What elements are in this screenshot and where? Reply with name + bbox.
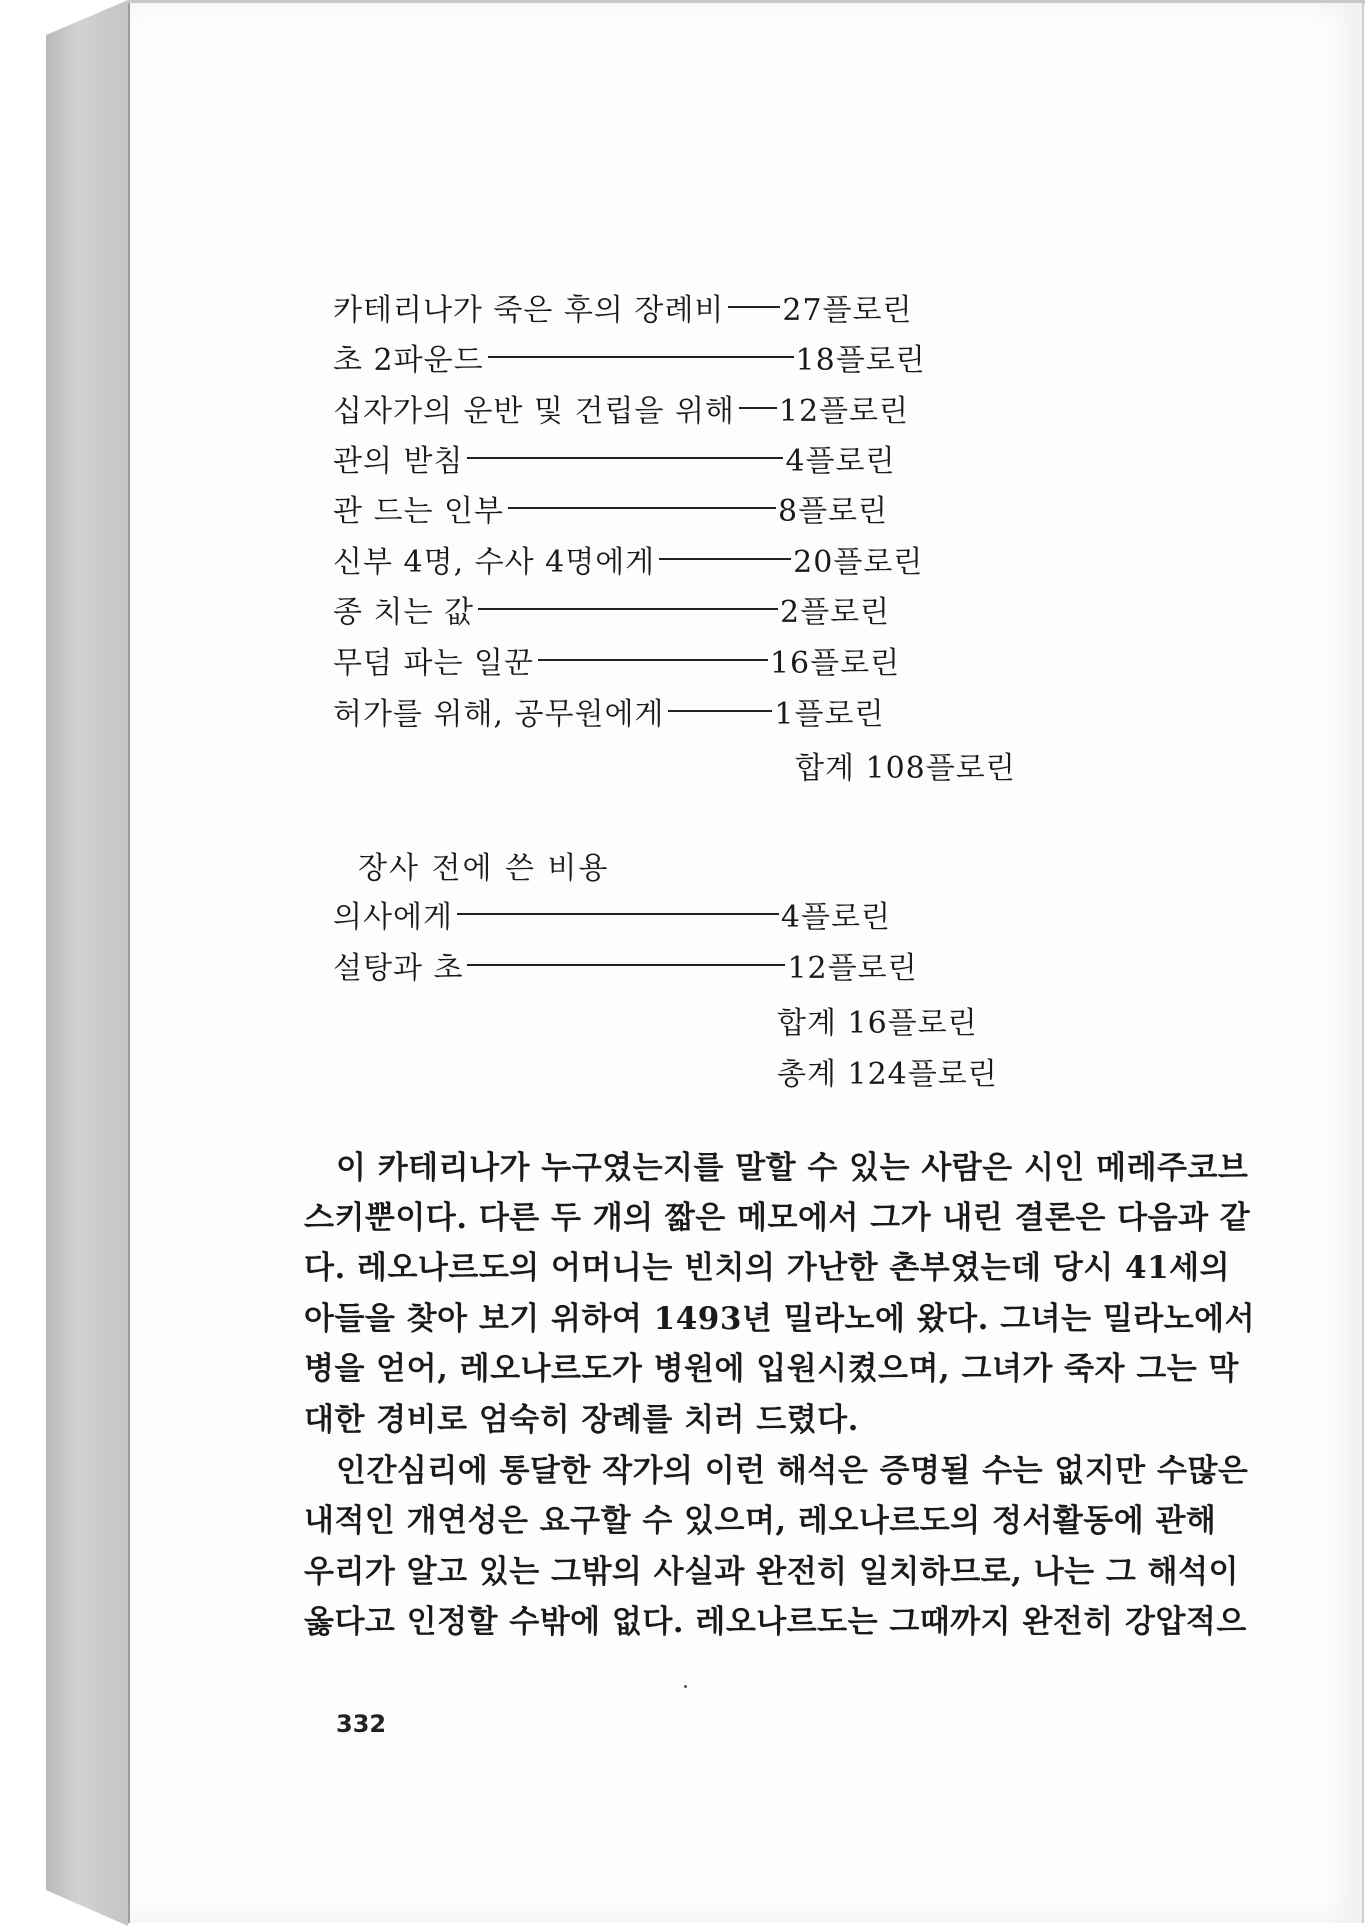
expense-item: 종 치는 값 <box>333 595 474 630</box>
expense-amount: 27플로린 <box>782 293 913 328</box>
paragraph-line: 대한 경비로 엄숙히 장례를 치러 드렸다. <box>304 1402 859 1438</box>
expense-amount: 12플로린 <box>778 394 910 429</box>
paragraph-line: 내적인 개연성은 요구할 수 있으며, 레오나르도의 정서활동에 관해 <box>304 1503 1217 1539</box>
leader-line <box>478 608 778 610</box>
paragraph-line: 병을 얻어, 레오나르도가 병원에 입원시켰으며, 그녀가 죽자 그는 막 <box>304 1351 1239 1387</box>
pre-burial-row <box>333 945 918 985</box>
grand-total: 총계 124플로린 <box>777 1057 998 1092</box>
paragraph-line: 우리가 알고 있는 그밖의 사실과 완전히 일치하므로, 나는 그 해석이 <box>304 1554 1239 1590</box>
expense-item: 카테리나가 죽은 후의 장례비 <box>333 293 725 328</box>
leader-line <box>659 558 791 560</box>
pre-burial-row <box>333 894 891 934</box>
leader-line <box>739 407 777 409</box>
leader-line <box>457 913 779 915</box>
expense-item: 관의 받침 <box>333 444 464 479</box>
paragraph-line: 이 카테리나가 누구였는지를 말할 수 있는 사람은 시인 메레주코브 <box>336 1150 1249 1186</box>
paragraph-line: 스키뿐이다. 다른 두 개의 짧은 메모에서 그가 내린 결론은 다음과 같 <box>304 1200 1251 1236</box>
leader-line <box>467 457 783 459</box>
expense-item: 관 드는 인부 <box>333 494 504 529</box>
paragraph-line: 옳다고 인정할 수밖에 없다. 레오나르도는 그때까지 완전히 강압적으 <box>304 1604 1247 1640</box>
paragraph-line: 다. 레오나르도의 어머니는 빈치의 가난한 촌부였는데 당시 41세의 <box>304 1250 1231 1286</box>
pre-burial-item: 의사에게 <box>333 900 453 935</box>
pre-burial-amount: 12플로린 <box>787 951 918 986</box>
leader-line <box>508 507 776 509</box>
expense-row <box>333 589 890 629</box>
expense-amount: 1플로린 <box>774 697 885 732</box>
expense-row <box>333 337 926 377</box>
pre-burial-heading: 장사 전에 쓴 비용 <box>358 851 610 886</box>
pre-burial-amount: 4플로린 <box>780 900 891 935</box>
scan-speck <box>684 1685 687 1688</box>
leader-line <box>488 356 794 358</box>
leader-line <box>467 964 785 966</box>
pre-burial-total: 합계 16플로린 <box>777 1006 978 1041</box>
paragraph-line: 인간심리에 통달한 작가의 이런 해석은 증명될 수는 없지만 수많은 <box>336 1453 1249 1489</box>
expense-amount: 16플로린 <box>769 646 901 681</box>
expense-row <box>333 388 909 428</box>
expense-row <box>333 287 913 327</box>
pre-burial-item: 설탕과 초 <box>333 951 464 986</box>
paragraph-line: 아들을 찾아 보기 위하여 1493년 밀라노에 왔다. 그녀는 밀라노에서 <box>304 1301 1256 1337</box>
page-number: 332 <box>336 1710 387 1738</box>
expense-item: 허가를 위해, 공무원에게 <box>333 697 665 732</box>
expense-amount: 20플로린 <box>793 545 924 580</box>
leader-line <box>538 659 768 661</box>
expense-item: 신부 4명, 수사 4명에게 <box>333 545 656 580</box>
expense-row <box>333 488 888 528</box>
leader-line <box>668 710 772 712</box>
expense-amount: 8플로린 <box>777 494 889 529</box>
expense-item: 무덤 파는 일꾼 <box>333 646 534 681</box>
expense-row <box>333 691 884 731</box>
expense-row <box>333 539 923 579</box>
expense-amount: 2플로린 <box>780 595 891 630</box>
expense-row <box>333 640 900 680</box>
expense-total: 합계 108플로린 <box>795 751 1016 786</box>
expense-item: 십자가의 운반 및 건립을 위해 <box>333 394 735 429</box>
expense-amount: 4플로린 <box>785 444 896 479</box>
expense-row <box>333 438 896 478</box>
expense-item: 초 2파운드 <box>333 343 484 378</box>
expense-amount: 18플로린 <box>795 343 926 378</box>
leader-line <box>728 306 780 308</box>
